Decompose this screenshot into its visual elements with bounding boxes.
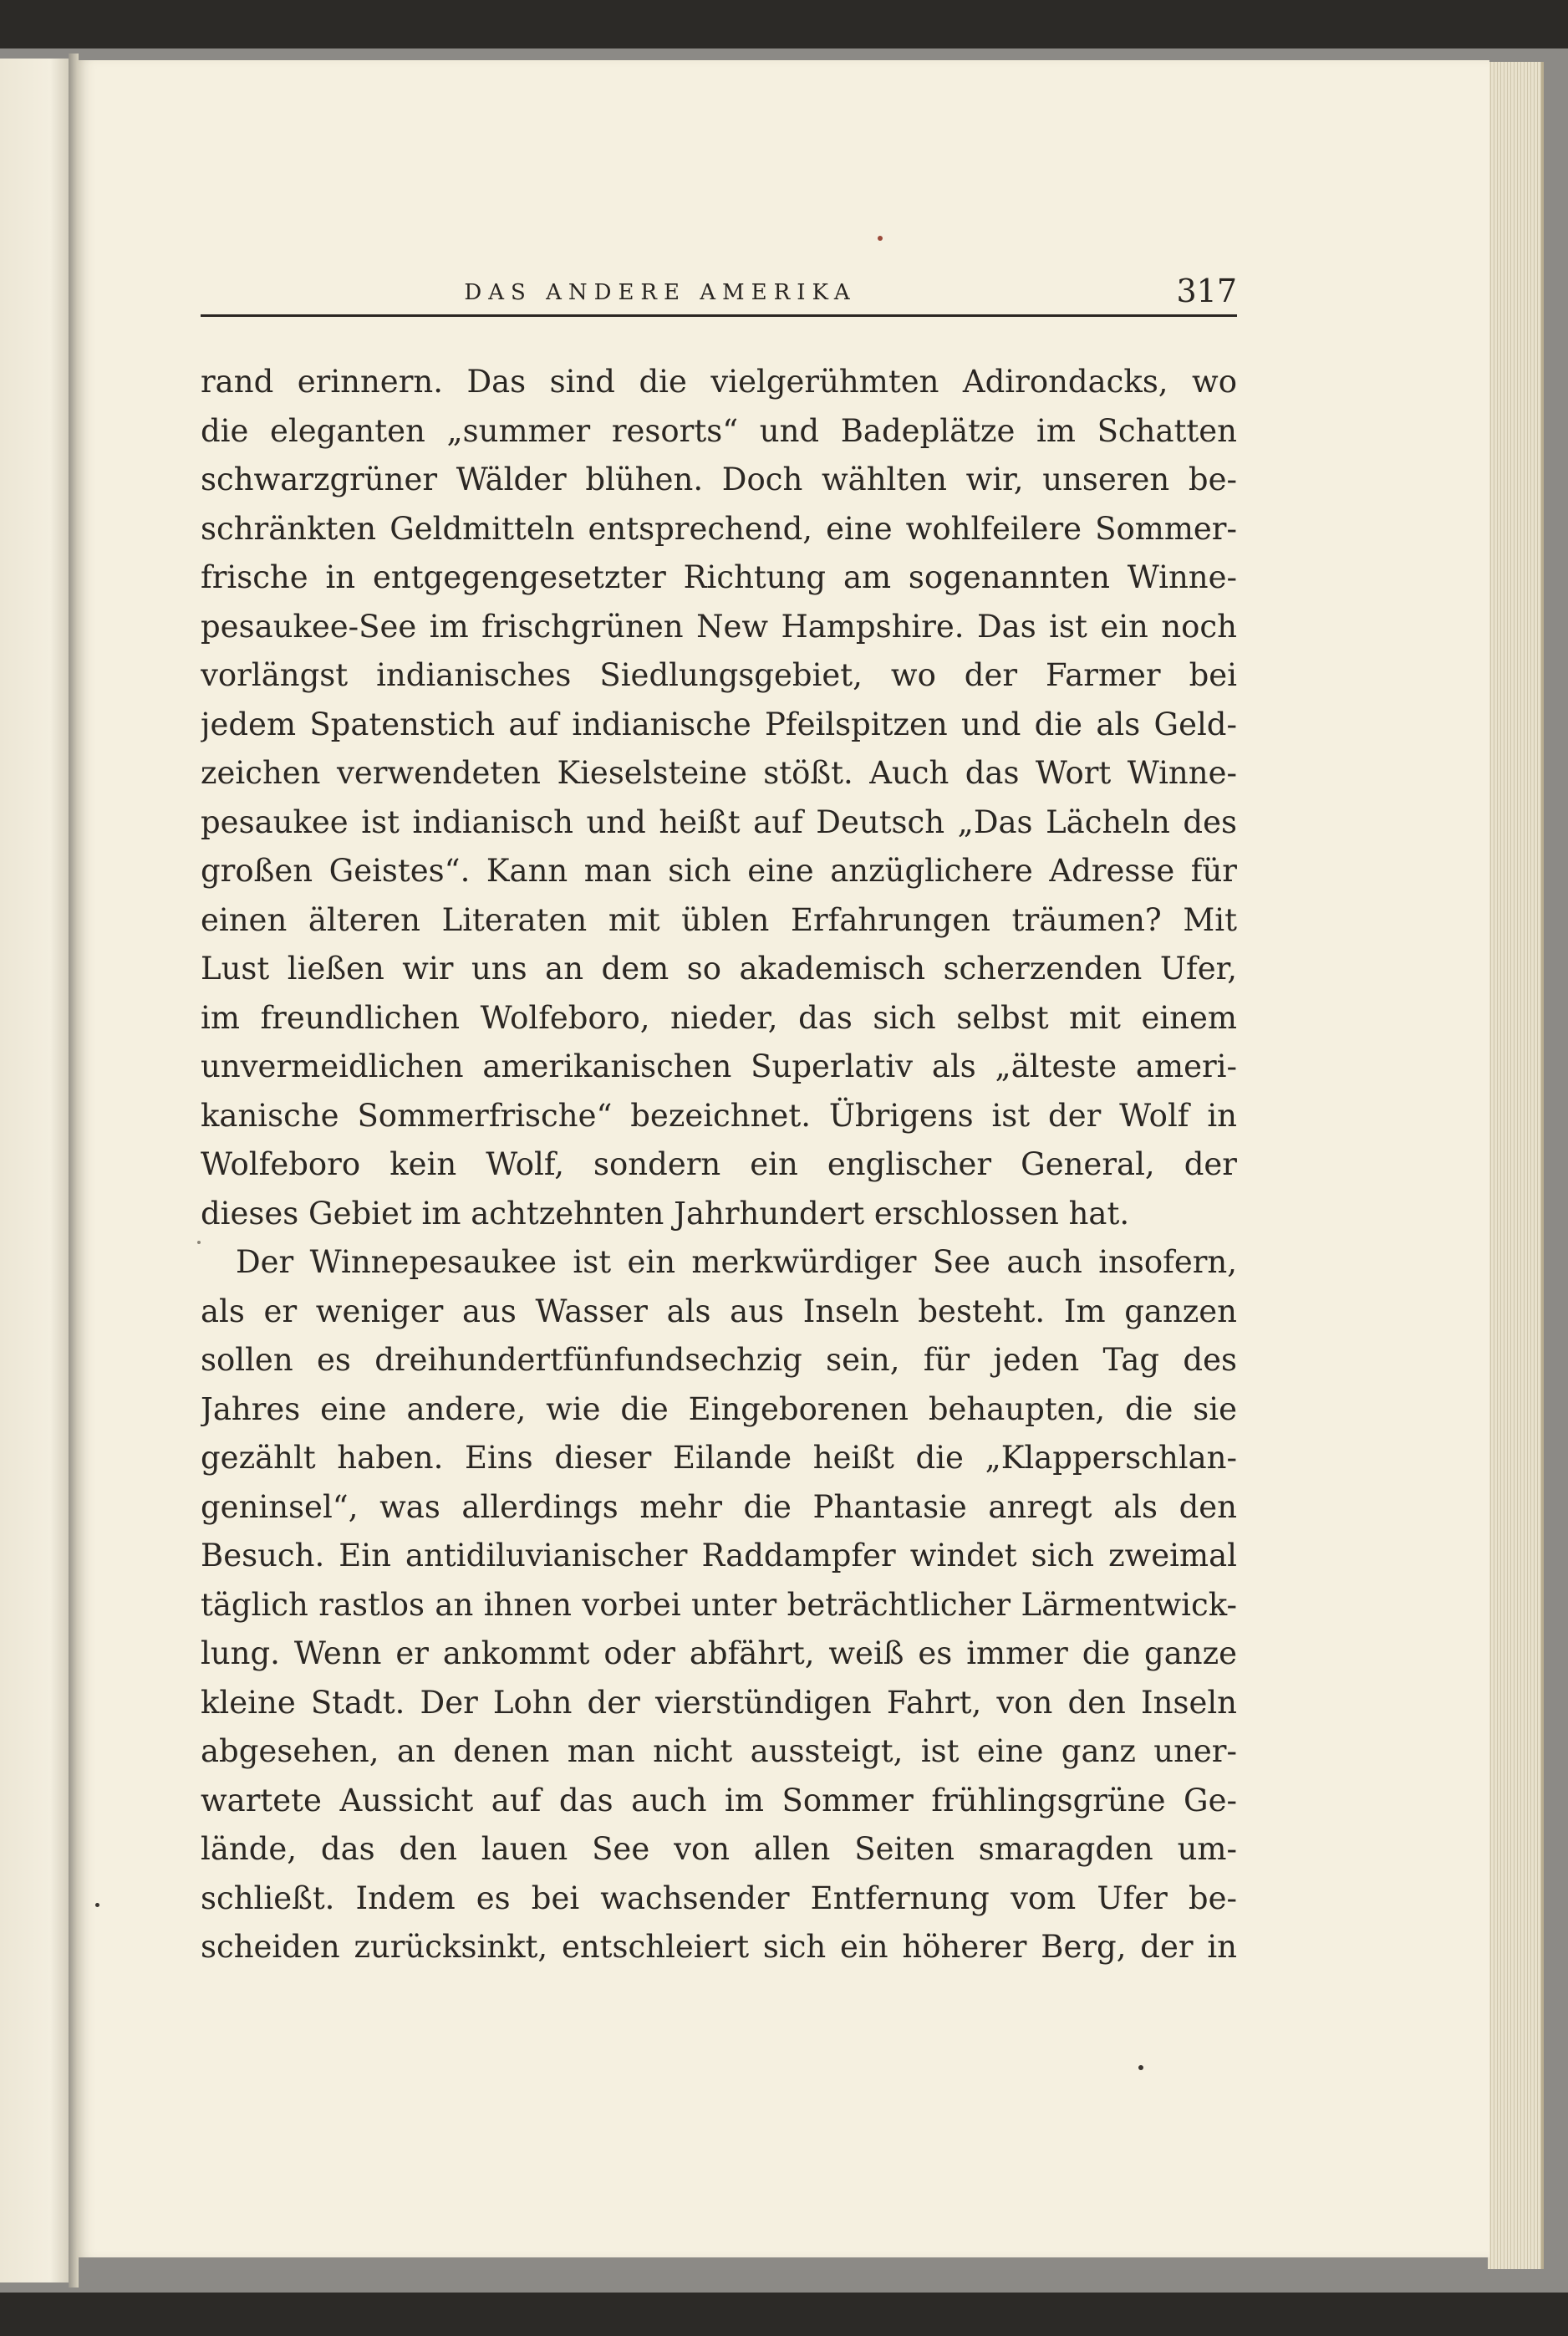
running-head-title: DAS ANDERE AMERIKA <box>464 280 857 305</box>
text-line: im freundlichen Wolfeboro, nieder, das sich selbst mit einem <box>201 999 1237 1036</box>
ink-speck <box>197 1241 201 1244</box>
ink-speck <box>1138 2065 1143 2070</box>
text-line: pesaukee ist indianisch und heißt auf Deutsch „Das Lächeln des <box>201 803 1237 840</box>
page-fore-edge <box>1488 62 1544 2269</box>
text-line: einen älteren Literaten mit üblen Erfahrungen träumen? Mit <box>201 901 1237 938</box>
text-line: pesaukee-See im frischgrünen New Hampshire. Das ist ein noch <box>201 608 1237 645</box>
text-line: lung. Wenn er ankommt oder abfährt, weiß es immer die ganze <box>201 1635 1237 1671</box>
body-text <box>201 358 1237 1972</box>
paragraph-last-line: dieses Gebiet im achtzehnten Jahrhundert erschlossen hat. <box>201 1195 1130 1232</box>
text-line: schließt. Indem es bei wachsender Entfernung vom Ufer be- <box>201 1880 1237 1916</box>
text-line: geninsel“, was allerdings mehr die Phantasie anregt als den <box>201 1488 1237 1525</box>
text-line: täglich rastlos an ihnen vorbei unter beträchtlicher Lärmentwick- <box>201 1586 1237 1623</box>
text-line: gezählt haben. Eins dieser Eilande heißt die „Klapperschlan- <box>201 1440 1237 1476</box>
text-line: unvermeidlichen amerikanischen Superlativ als „älteste ameri- <box>201 1048 1237 1084</box>
text-line: schwarzgrüner Wälder blühen. Doch wählten wir, unseren be- <box>201 462 1237 497</box>
text-line: zeichen verwendeten Kieselsteine stößt. Auch das Wort Winne- <box>201 755 1237 791</box>
text-line: Jahres eine andere, wie die Eingeborenen behaupten, die sie <box>201 1390 1237 1427</box>
text-line: schränkten Geldmitteln entsprechend, eine wohlfeilere Sommer- <box>201 510 1237 547</box>
text-line: als er weniger aus Wasser als aus Inseln besteht. Im ganzen <box>201 1293 1237 1329</box>
text-line: sollen es dreihundertfünfundsechzig sein, für jeden Tag des <box>201 1342 1237 1378</box>
running-head <box>201 273 1237 317</box>
text-line: großen Geistes“. Kann man sich eine anzüglichere Adresse für <box>201 853 1237 889</box>
text-line: lände, das den lauen See von allen Seiten smaragden um- <box>201 1831 1237 1867</box>
ink-speck <box>95 1903 99 1907</box>
text-line: scheiden zurücksinkt, entschleiert sich ein höherer Berg, der in <box>201 1929 1237 1965</box>
text-line: Besuch. Ein antidiluvianischer Raddampfer windet sich zweimal <box>201 1538 1237 1573</box>
text-line: die eleganten „summer resorts“ und Badeplätze im Schatten <box>201 412 1237 449</box>
text-line: vorlängst indianisches Siedlungsgebiet, wo der Farmer bei <box>201 657 1237 693</box>
text-line: Wolfeboro kein Wolf, sondern ein englischer General, der <box>201 1146 1237 1182</box>
text-line: kleine Stadt. Der Lohn der vierstündigen Fahrt, von den Inseln <box>201 1684 1237 1721</box>
page-number: 317 <box>1176 273 1237 309</box>
text-line: abgesehen, an denen man nicht aussteigt, ist eine ganz uner- <box>201 1733 1237 1769</box>
text-line: rand erinnern. Das sind die vielgerühmten Adirondacks, wo <box>201 364 1237 400</box>
text-line: jedem Spatenstich auf indianische Pfeilspitzen und die als Geld- <box>201 706 1237 742</box>
text-line: frische in entgegengesetzter Richtung am sogenannten Winne- <box>201 559 1237 595</box>
text-line: Lust ließen wir uns an dem so akademisch scherzenden Ufer, <box>201 951 1237 987</box>
text-line: kanische Sommerfrische“ bezeichnet. Übrigens ist der Wolf in <box>201 1097 1237 1134</box>
text-line: wartete Aussicht auf das auch im Sommer frühlingsgrüne Ge- <box>201 1782 1237 1818</box>
ink-speck <box>878 236 883 241</box>
paragraph-first-line: Der Winnepesaukee ist ein merkwürdiger See auch insofern, <box>236 1244 1237 1280</box>
left-page-edge <box>0 59 72 2282</box>
